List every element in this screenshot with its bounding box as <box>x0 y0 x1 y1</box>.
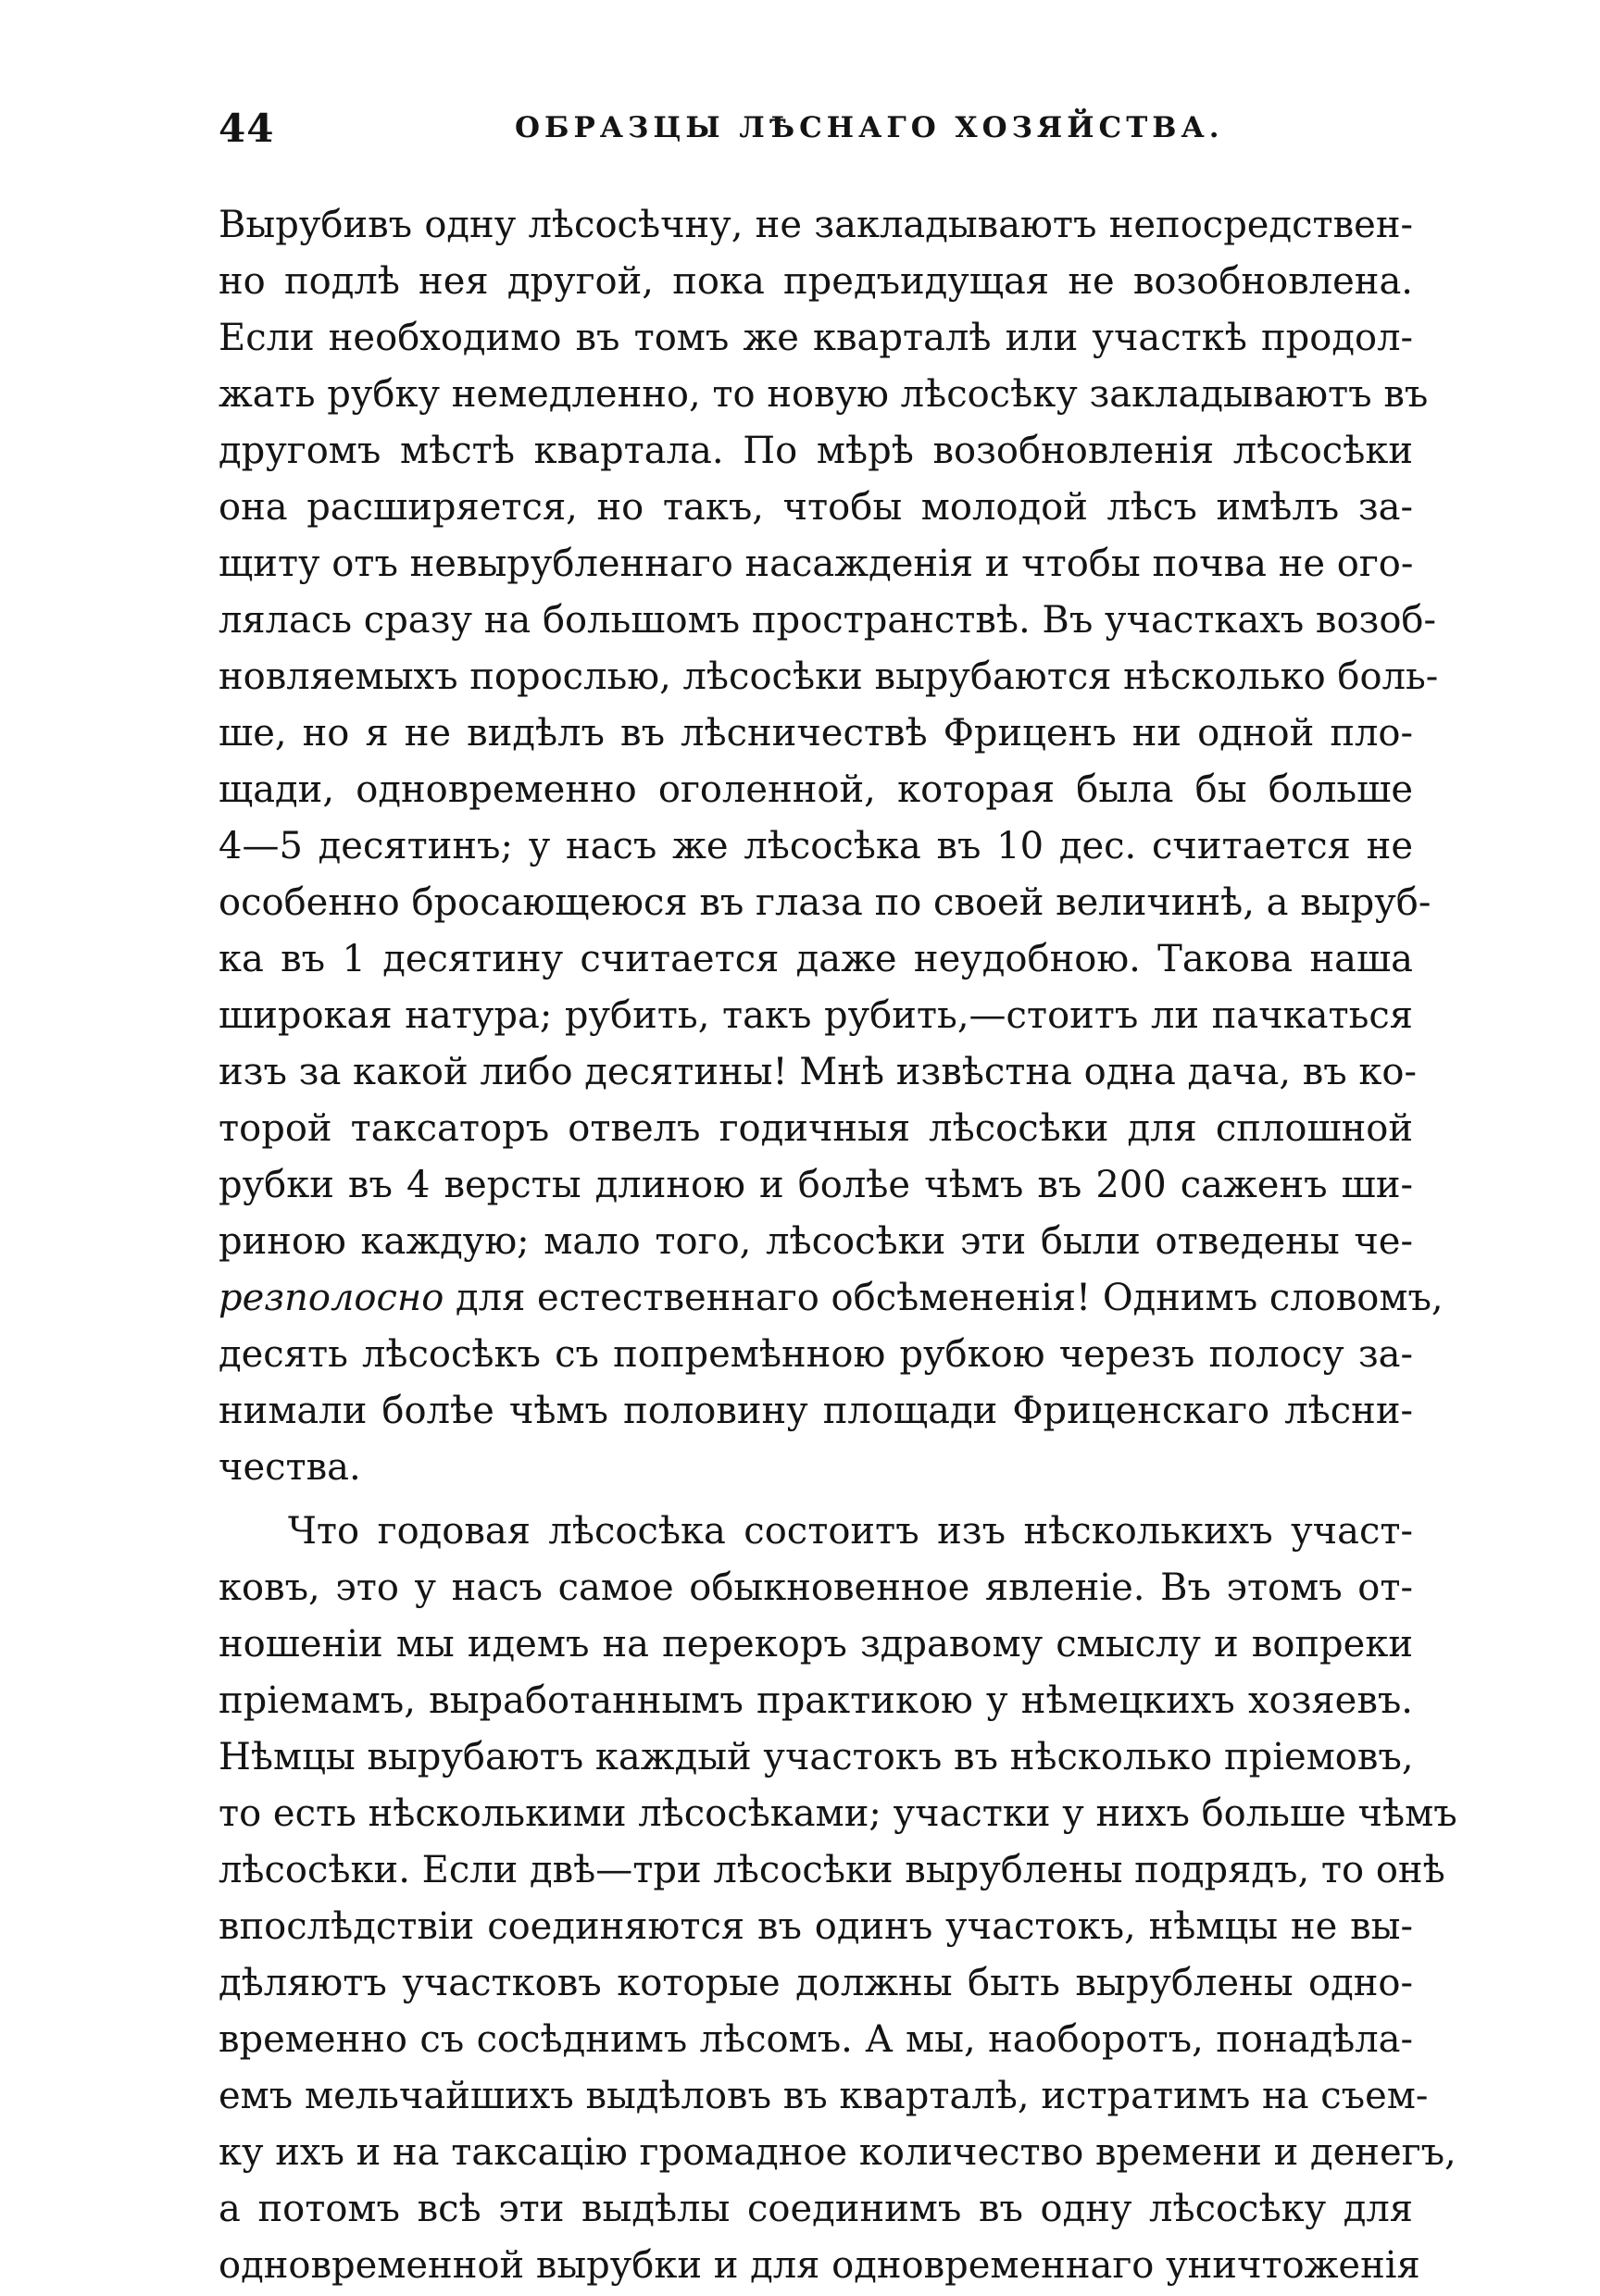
paragraph <box>219 197 1444 1496</box>
text-line: одновременной вырубки и для одновременнаго уничтоженія <box>219 2244 1420 2287</box>
text-line: дѣляютъ участковъ которые должны быть вырублены одно- <box>219 1962 1413 2004</box>
text-line: ше, но я не видѣлъ въ лѣсничествѣ Фриценъ ни одной пло- <box>219 712 1413 755</box>
text-line: резполосно для естественнаго обсѣмененія! Однимъ словомъ, <box>219 1277 1444 1319</box>
text-line: ношеніи мы идемъ на перекоръ здравому смыслу и вопреки <box>219 1623 1413 1666</box>
text-line: новляемыхъ порослью, лѣсосѣки вырубаются нѣсколько боль- <box>219 655 1439 698</box>
text-line: десять лѣсосѣкъ съ попремѣнною рубкою черезъ полосу за- <box>219 1333 1413 1376</box>
text-line: жать рубку немедленно, то новую лѣсосѣку закладываютъ въ <box>219 373 1429 416</box>
text-line: торой таксаторъ отвелъ годичныя лѣсосѣки для сплошной <box>219 1107 1413 1150</box>
text-line: 4—5 десятинъ; у насъ же лѣсосѣка въ 10 дес. считается не <box>219 825 1413 867</box>
text-line: ковъ, это у насъ самое обыкновенное явленіе. Въ этомъ от- <box>219 1566 1413 1609</box>
text-line: а потомъ всѣ эти выдѣлы соединимъ въ одну лѣсосѣку для <box>219 2188 1413 2230</box>
text-line: изъ за какой либо десятины! Мнѣ извѣстна одна дача, въ ко- <box>219 1051 1418 1093</box>
text-line: лѣсосѣки. Если двѣ—три лѣсосѣки вырублены подрядъ, то онѣ <box>219 1849 1445 1891</box>
text-line: она расширяется, но такъ, чтобы молодой лѣсъ имѣлъ за- <box>219 486 1413 529</box>
text-line: нимали болѣе чѣмъ половину площади Фриценскаго лѣсни- <box>219 1390 1413 1432</box>
paragraph <box>219 1504 1457 2294</box>
text-line: Если необходимо въ томъ же кварталѣ или участкѣ продол- <box>219 317 1413 359</box>
italic-word: резполосно <box>219 1277 444 1319</box>
text-line: щади, одновременно оголенной, которая была бы больше <box>219 768 1413 811</box>
text-line: Вырубивъ одну лѣсосѣчну, не закладываютъ непосредствен- <box>219 204 1413 246</box>
text-line: широкая натура; рубить, такъ рубить,—стоитъ ли пачкаться <box>219 994 1413 1037</box>
text-line: Что годовая лѣсосѣка состоитъ изъ нѣсколькихъ участ- <box>288 1510 1413 1553</box>
page-number: 44 <box>219 106 275 151</box>
text-line: ку ихъ и на таксацію громадное количество времени и денегъ, <box>219 2131 1456 2174</box>
text-line: чества. <box>219 1446 361 1489</box>
text-line: лялась сразу на большомъ пространствѣ. Въ участкахъ возоб- <box>219 599 1437 642</box>
page-header <box>219 100 1413 165</box>
running-title: ОБРАЗЦЫ ЛѢСНАГО ХОЗЯЙСТВА. <box>515 111 1224 144</box>
text-line: риною каждую; мало того, лѣсосѣки эти были отведены че- <box>219 1220 1413 1263</box>
text-line: другомъ мѣстѣ квартала. По мѣрѣ возобновленія лѣсосѣки <box>219 430 1413 472</box>
text-line: но подлѣ нея другой, пока предъидущая не возобновлена. <box>219 260 1413 303</box>
text-line: пріемамъ, выработаннымъ практикою у нѣмецкихъ хозяевъ. <box>219 1679 1413 1722</box>
text-line: емъ мельчайшихъ выдѣловъ въ кварталѣ, истратимъ на съем- <box>219 2075 1429 2117</box>
text-line: рубки въ 4 версты длиною и болѣе чѣмъ въ 200 саженъ ши- <box>219 1164 1413 1206</box>
body-text <box>219 197 1457 2294</box>
text-line: временно съ сосѣднимъ лѣсомъ. А мы, наоборотъ, понадѣла- <box>219 2018 1413 2061</box>
text-line: Нѣмцы вырубаютъ каждый участокъ въ нѣсколько пріемовъ, <box>219 1736 1414 1778</box>
text-line: впослѣдствіи соединяются въ одинъ участокъ, нѣмцы не вы- <box>219 1905 1413 1948</box>
text-line: особенно бросающеюся въ глаза по своей величинѣ, а выруб- <box>219 881 1431 924</box>
text-line: ка въ 1 десятину считается даже неудобною. Такова наша <box>219 938 1413 980</box>
text-line: щиту отъ невырубленнаго насажденія и чтобы почва не ого- <box>219 543 1414 585</box>
text-line: то есть нѣсколькими лѣсосѣками; участки у нихъ больше чѣмъ <box>219 1792 1457 1835</box>
